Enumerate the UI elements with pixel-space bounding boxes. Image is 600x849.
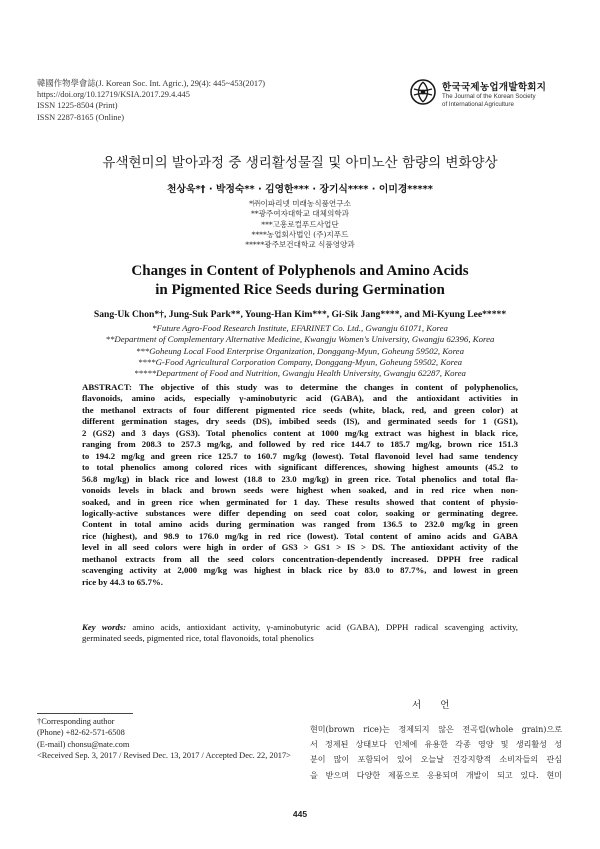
keywords-text: amino acids, antioxidant activity, γ-aminobutyric acid (GABA), DPPH radical scavenging activity, <box>126 622 518 632</box>
abstract-line: methanol extracts from all the seed colors concentration-dependently increased. DPPH free radical <box>82 553 518 564</box>
english-affiliation: ****G-Food Agricultural Corporation Company, Donggang-Myun, Goheung 59502, Korea <box>137 356 462 367</box>
abstract-line: soaked, and in green rice when germinated for 1 day. These results showed that content of physio- <box>82 496 518 507</box>
society-name-en-line1: The Journal of the Korean Society <box>442 93 536 100</box>
intro-line: 현미(brown rice)는 정제되지 않은 전곡립(whole grain)으로 <box>310 725 562 734</box>
footnote <box>37 716 291 762</box>
abstract-line: rice by 44.3 to 65.7%. <box>82 576 163 587</box>
abstract-line: 2 (GS2) and 3 days (GS3). Total phenolics content at 1000 mg/kg extract was highest in black rice, <box>82 427 518 438</box>
keywords <box>82 622 518 645</box>
english-authors: Sang-Uk Chon*†, Jung-Suk Park**, Young-Han Kim***, Gi-Sik Jang****, and Mi-Kyung Lee***** <box>93 309 507 320</box>
issn-print: ISSN 1225-8504 (Print) <box>37 101 118 111</box>
english-title-line1: Changes in Content of Polyphenols and Amino Acids <box>131 263 469 279</box>
intro-line: 서 정제된 상태보다 인체에 유용한 각종 영양 및 생리활성 성 <box>310 740 562 750</box>
corresponding-author: †Corresponding author <box>37 717 115 726</box>
korean-affiliation: *****광주보건대학교 식품영양과 <box>245 240 355 250</box>
korean-authors: 천상욱*† · 박정숙** · 김영한*** · 장기식**** · 이미경***** <box>167 184 433 195</box>
korean-affiliation: *㈜이파리넷 미래농식품연구소 <box>249 199 351 208</box>
korean-affiliations <box>0 199 600 250</box>
english-affiliation: *****Department of Food and Nutrition, Gwangju Health University, Gwangju 62287, Korea <box>134 368 466 379</box>
abstract-line: different germination stages, dry seeds (DS), imbibed seeds (IS), and germinated seeds for 1 (GS1), <box>82 416 518 427</box>
abstract-line: Content in total amino acids during germination was ranged from 136.5 to 232.0 mg/kg in green <box>82 519 518 530</box>
intro-text <box>310 722 562 783</box>
page-number: 445 <box>292 809 308 819</box>
abstract-line: ABSTRACT: The objective of this study was to determine the changes in content of polyphenolics, <box>82 382 518 392</box>
english-affiliation: **Department of Complementary Alternative Medicine, Kwangju Women's University, Gwangju 62396, Korea <box>105 334 495 345</box>
keywords-line: germinated seeds, pigmented rice, total flavonoids, total phenolics <box>82 633 314 644</box>
english-affiliation: *Future Agro-Food Research Institute, EFARINET Co. Ltd., Gwangju 61071, Korea <box>152 323 448 333</box>
english-affiliation: ***Goheung Local Food Enterprise Organization, Donggang-Myun, Goheung 59502, Korea <box>136 345 464 356</box>
abstract-line: ranging from 208.3 to 257.3 mg/kg, and followed by red rice 144.7 to 185.7 mg/kg, brown rice 151.3 <box>82 439 518 450</box>
abstract-line: rice (highest), and 98.9 to 176.0 mg/kg in red rice (lowest). Total content of amino acids and GABA <box>82 530 518 541</box>
society-name-en <box>442 93 536 109</box>
intro-line: 분이 많이 포함되어 있어 오늘날 건강지향적 소비자들의 관심 <box>310 755 562 765</box>
abstract-line: scavenging activity at 2,000 mg/kg was highest in black rice by 83.0 to 87.7%, and lowest in green <box>82 565 518 576</box>
society-logo <box>410 77 580 117</box>
abstract-line: flavonoids, amino acids, especially γ-aminobutyric acid (GABA), and the antioxidant activities in <box>82 393 518 404</box>
english-affiliations <box>0 323 600 379</box>
korean-affiliation: ***고흥로컬푸드사업단 <box>261 219 339 229</box>
abstract-line: to 194.2 mg/kg and green rice 125.7 to 160.7 mg/kg (lowest). Total flavonoid level had same tendency <box>82 450 518 461</box>
abstract-line: level in all seed colors were high in order of GS3 > GS1 > IS > DS. The antioxidant activity of the <box>82 542 518 553</box>
english-title <box>0 262 600 300</box>
english-title-line2: in Pigmented Rice Seeds during Germination <box>155 282 445 298</box>
doi-link[interactable]: https://doi.org/10.12719/KSIA.2017.29.4.445 <box>37 90 190 100</box>
abstract-line: the methanol extracts of four different pigmented rice seeds (white, black, red, and green color) at <box>82 404 518 415</box>
society-name-kr: 한국국제농업개발학회지 <box>442 82 547 93</box>
abstract-line: 56.8 mg/kg) in black rice and lowest (18.8 to 23.0 mg/kg) in green rice. Total phenolics and total fla- <box>82 473 518 484</box>
intro-heading: 서 언 <box>412 700 458 711</box>
korean-title: 유색현미의 발아과정 중 생리활성물질 및 아미노산 함량의 변화양상 <box>102 155 498 171</box>
keywords-line <box>82 622 518 633</box>
abstract-line: logically-active substances were differ depending on seed coat color, soaking or germinating degree. <box>82 507 518 518</box>
korean-affiliation: ****농업회사법인 (주)지푸드 <box>251 229 349 239</box>
journal-citation: 韓國作物學會誌(J. Korean Soc. Int. Agric.), 29(4): 445~453(2017) <box>37 79 266 88</box>
author-phone: (Phone) +82-62-571-6508 <box>37 728 125 738</box>
issn-online: ISSN 2287-8165 (Online) <box>37 112 125 122</box>
society-emblem-icon <box>410 79 436 105</box>
intro-line: 을 받으며 다양한 제품으로 응용되며 개발이 되고 있다. 현미 <box>310 770 562 780</box>
footnote-rule <box>37 713 133 714</box>
society-name-en-line2: of International Agriculture <box>442 101 514 108</box>
abstract <box>82 382 518 588</box>
journal-header <box>37 78 265 123</box>
korean-affiliation: **광주여자대학교 대체의학과 <box>250 209 350 219</box>
abstract-line: vonoids levels in black and brown seeds were highest when soaked, and in red rice when non- <box>82 485 518 496</box>
abstract-line: to total phenolics among colored rices with significant differences, showing highest amounts (45.2 to <box>82 462 518 473</box>
received-dates: <Received Sep. 3, 2017 / Revised Dec. 13, 2017 / Accepted Dec. 22, 2017> <box>37 751 291 761</box>
author-email[interactable]: (E-mail) chonsu@nate.com <box>37 739 130 749</box>
keywords-label: Key words: <box>82 622 127 632</box>
